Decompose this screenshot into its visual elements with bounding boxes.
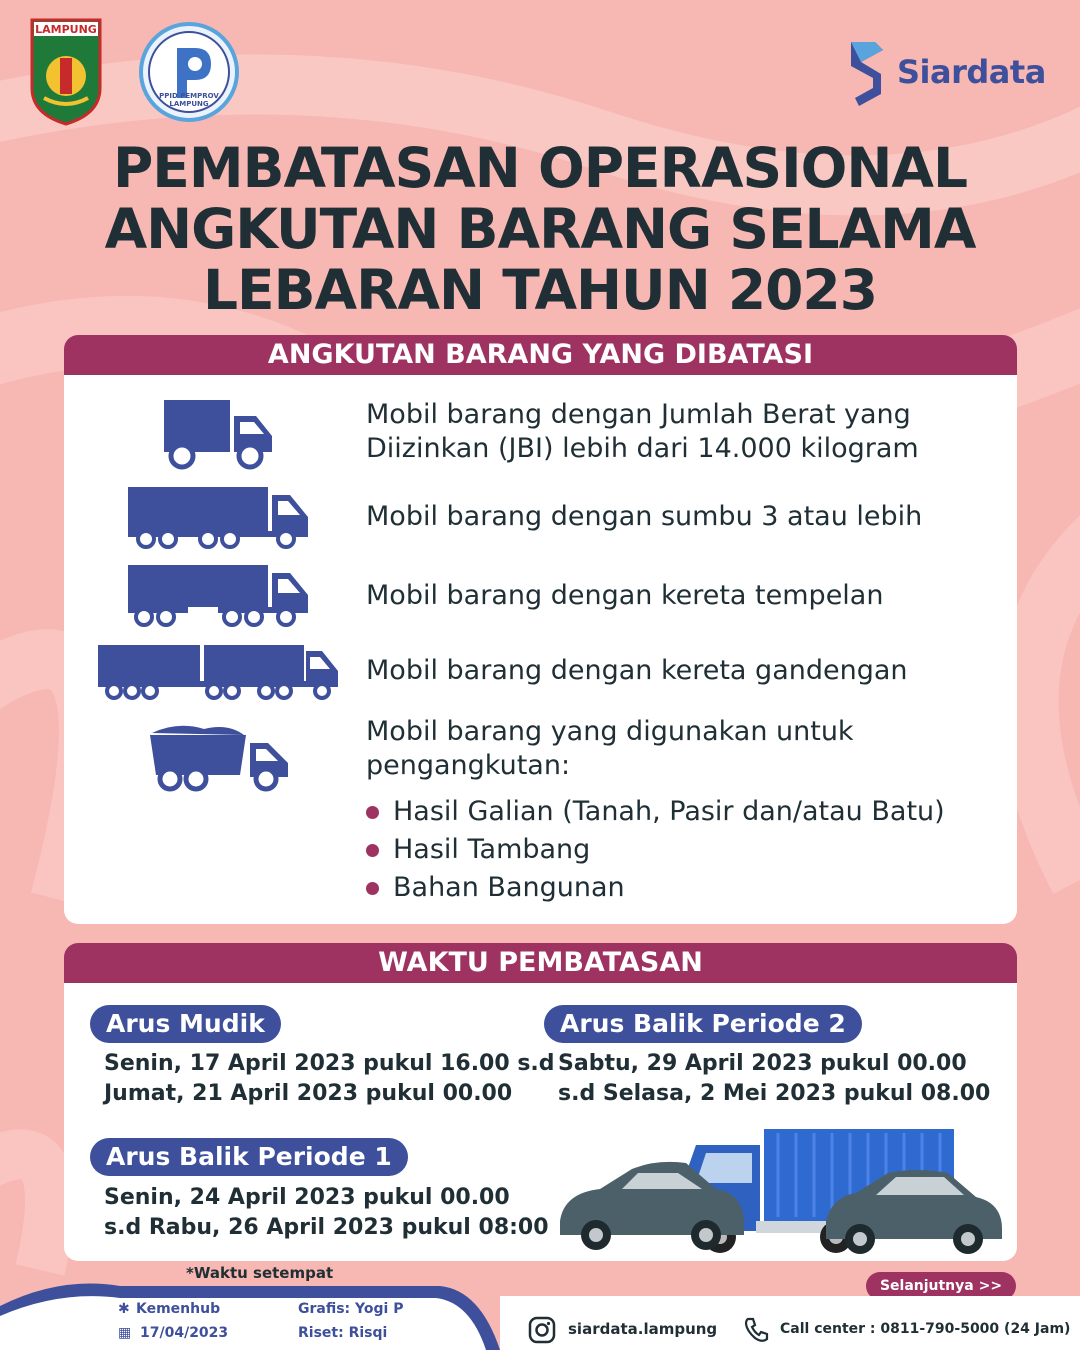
title-line-1: PEMBATASAN OPERASIONAL (112, 136, 968, 200)
item-5-line-2: pengangkutan: (366, 750, 571, 781)
arus-mudik-time (104, 1049, 555, 1109)
phone-icon (742, 1316, 770, 1344)
ppid-logo (135, 22, 243, 124)
three-axle-truck-icon (126, 485, 310, 551)
item-5-line-1: Mobil barang yang digunakan untuk (366, 716, 854, 747)
bullet-dot-icon (366, 806, 379, 819)
arus-mudik-label: Arus Mudik (90, 1005, 281, 1043)
source-pin-icon: ✱ (118, 1301, 130, 1317)
bullet-text: Bahan Bangunan (393, 872, 625, 903)
instagram-handle[interactable]: siardata.lampung (568, 1320, 718, 1338)
arus-mudik-line-1: Senin, 17 April 2023 pukul 16.00 s.d (104, 1051, 555, 1076)
ppid-logo-text: PPID PEMPROV LAMPUNG (159, 92, 219, 108)
restricted-vehicles-card (64, 335, 1017, 924)
arus-balik-1-time (104, 1183, 549, 1243)
callcenter-text[interactable]: Call center : 0811-790-5000 (24 Jam) (780, 1321, 1071, 1337)
trailer-truck-icon (96, 641, 340, 703)
arus-balik-1-label: Arus Balik Periode 1 (90, 1138, 408, 1176)
siardata-s-icon (845, 36, 889, 108)
arus-mudik-line-2: Jumat, 21 April 2023 pukul 00.00 (104, 1081, 513, 1106)
bullet-item (366, 871, 625, 905)
item-1-line-2: Diizinkan (JBI) lebih dari 14.000 kilogram (366, 433, 919, 464)
bullet-item (366, 833, 590, 867)
bullet-text: Hasil Galian (Tanah, Pasir dan/atau Batu) (393, 796, 945, 827)
lampung-logo-text: LAMPUNG (35, 23, 97, 36)
next-button[interactable]: Selanjutnya >> (866, 1272, 1016, 1300)
arus-balik-1-line-2: s.d Rabu, 26 April 2023 pukul 08:00 (104, 1215, 549, 1240)
siardata-brand: Siardata (897, 53, 1046, 91)
riset-credit: Riset: Risqi (298, 1325, 388, 1341)
item-5-text (366, 715, 854, 783)
arus-balik-2-line-1: Sabtu, 29 April 2023 pukul 00.00 (558, 1051, 967, 1076)
schedule-heading: WAKTU PEMBATASAN (64, 943, 1017, 983)
arus-balik-1-line-1: Senin, 24 April 2023 pukul 00.00 (104, 1185, 510, 1210)
schedule-card (64, 943, 1017, 1261)
source-text: Kemenhub (136, 1301, 221, 1317)
local-time-note: *Waktu setempat (186, 1264, 334, 1282)
arus-balik-2-label: Arus Balik Periode 2 (544, 1005, 862, 1043)
bullet-text: Hasil Tambang (393, 834, 591, 865)
dump-truck-icon (148, 721, 290, 793)
item-4-text: Mobil barang dengan kereta gandengan (366, 655, 908, 686)
truck-and-cars-illustration (556, 1125, 1008, 1261)
bullet-dot-icon (366, 844, 379, 857)
footer-wave (0, 1276, 500, 1350)
siardata-logo (845, 36, 1055, 108)
bullet-dot-icon (366, 882, 379, 895)
bullet-item (366, 795, 945, 829)
arus-balik-2-line-2: s.d Selasa, 2 Mei 2023 pukul 08.00 (558, 1081, 991, 1106)
lampung-logo (30, 18, 102, 126)
item-1-line-1: Mobil barang dengan Jumlah Berat yang (366, 399, 911, 430)
instagram-icon (528, 1316, 556, 1344)
arus-balik-2-time (558, 1049, 990, 1109)
grafis-credit: Grafis: Yogi P (298, 1301, 404, 1317)
item-3-text: Mobil barang dengan kereta tempelan (366, 580, 884, 611)
box-truck-icon (162, 398, 274, 470)
date-text: 17/04/2023 (140, 1325, 229, 1341)
item-1-text (366, 398, 919, 466)
restricted-heading: ANGKUTAN BARANG YANG DIBATASI (64, 335, 1017, 375)
calendar-icon: ▦ (118, 1325, 132, 1341)
page-title (0, 138, 1080, 321)
title-line-2: ANGKUTAN BARANG SELAMA (104, 197, 976, 261)
title-line-3: LEBARAN TAHUN 2023 (203, 258, 877, 322)
item-2-text: Mobil barang dengan sumbu 3 atau lebih (366, 501, 923, 532)
semi-trailer-truck-icon (126, 563, 310, 629)
